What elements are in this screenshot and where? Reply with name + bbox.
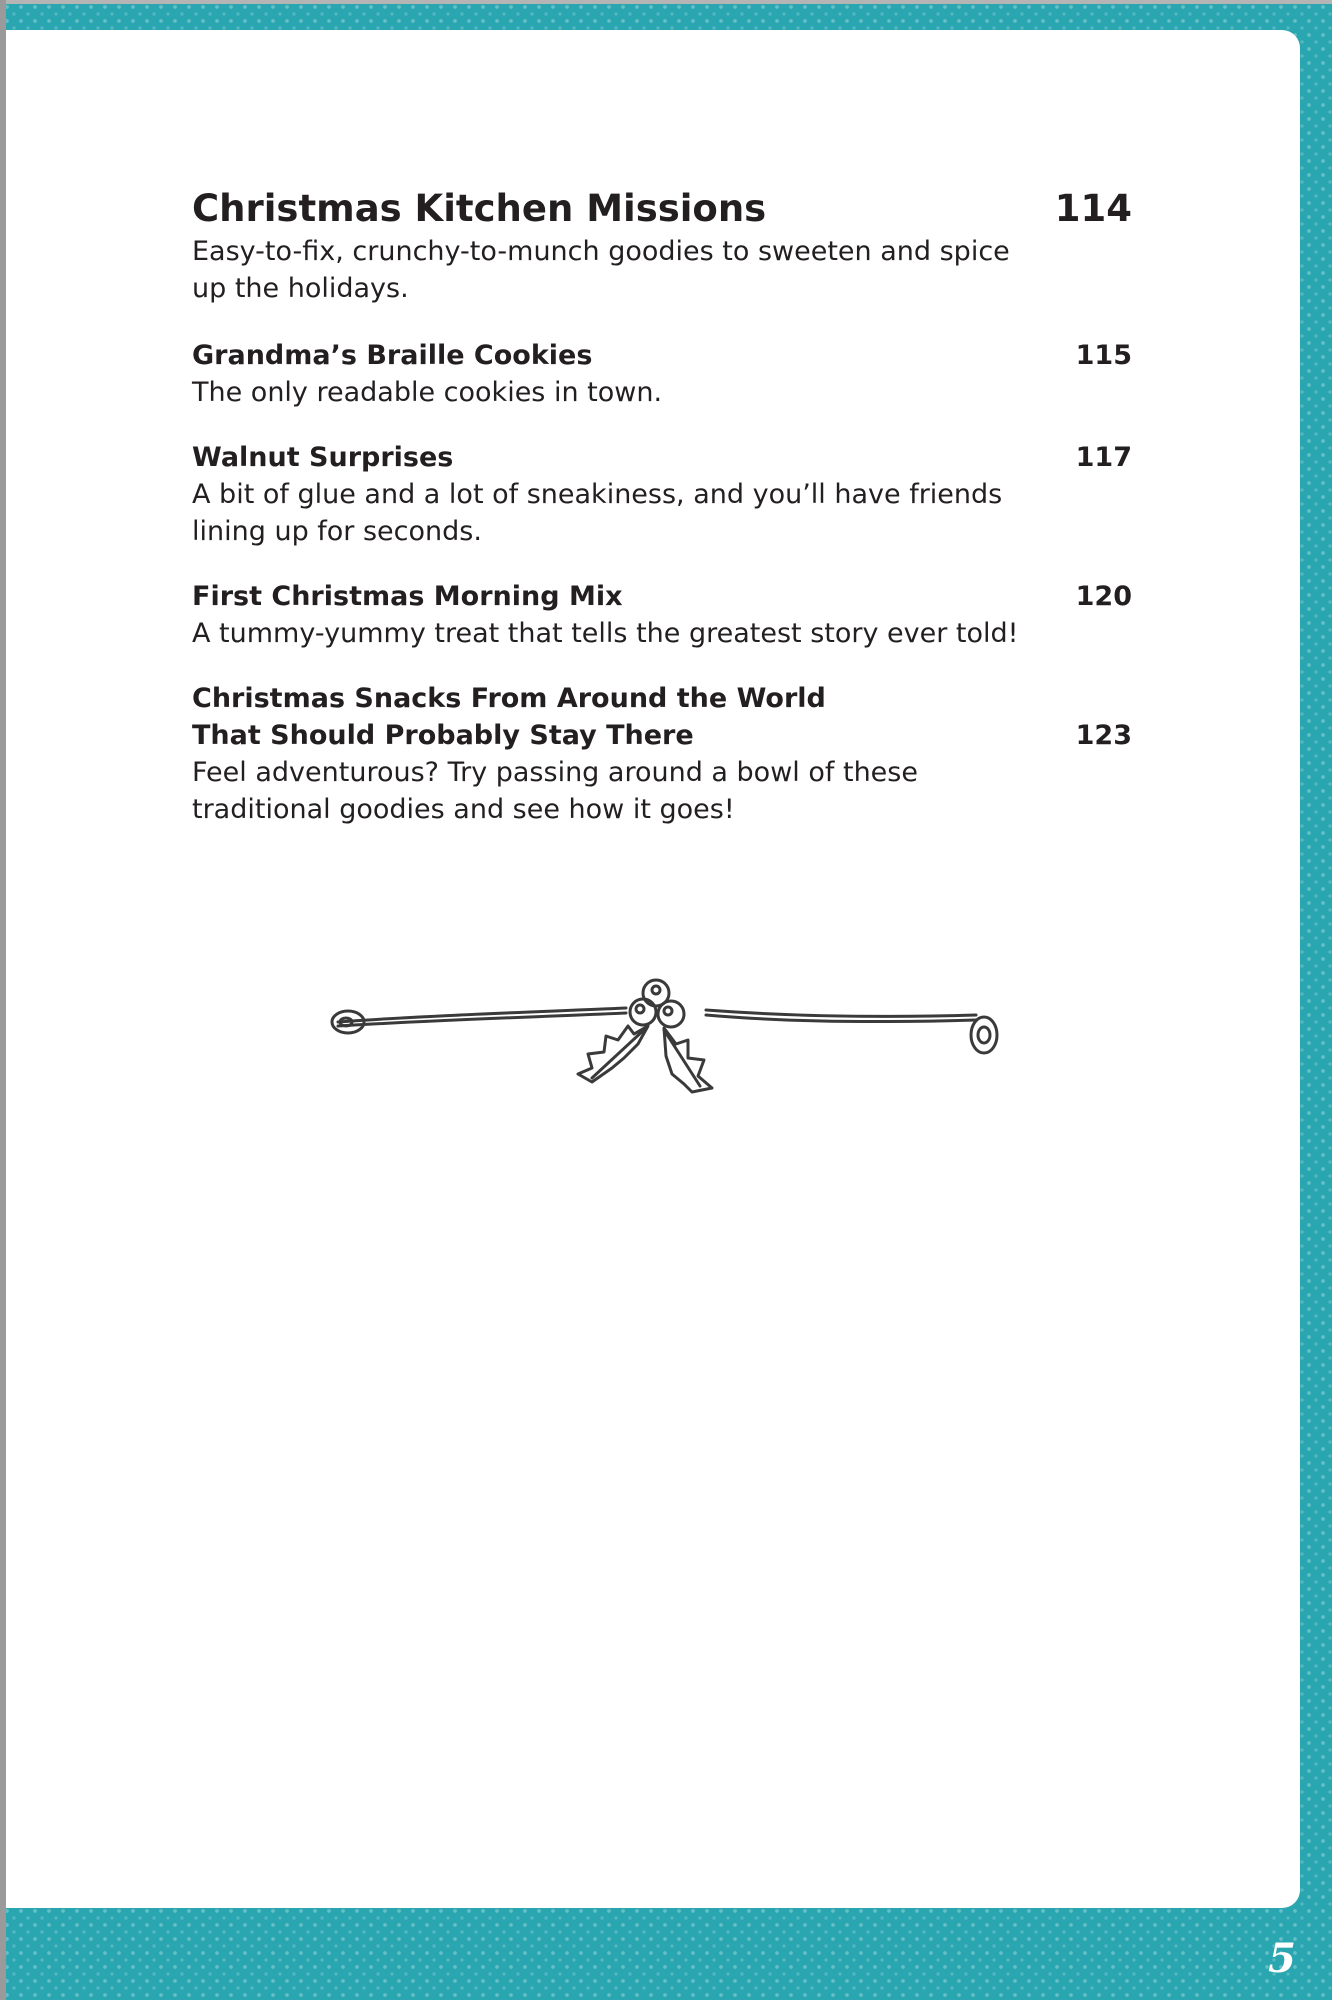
toc-entry-desc: A bit of glue and a lot of sneakiness, and you’ll have friends lining up for seconds. xyxy=(192,479,1003,547)
toc-entry-title: Grandma’s Braille Cookies xyxy=(192,340,593,371)
toc-entry-page: 117 xyxy=(1075,442,1132,473)
toc-entry-title: First Christmas Morning Mix xyxy=(192,581,623,612)
toc-section-entry[interactable] xyxy=(192,185,1132,307)
toc-entry[interactable] xyxy=(192,337,1132,411)
toc-entry-desc: A tummy-yummy treat that tells the greatest story ever told! xyxy=(192,618,1019,649)
toc-entry-desc: Easy-to-fix, crunchy-to-munch goodies to sweeten and spice up the holidays. xyxy=(192,236,1010,304)
scan-edge-top xyxy=(0,0,1332,4)
toc-entry-title: Walnut Surprises xyxy=(192,442,454,473)
table-of-contents xyxy=(192,185,1132,856)
toc-entry-title-line1: Christmas Snacks From Around the World xyxy=(192,683,826,714)
toc-entry[interactable] xyxy=(192,578,1132,652)
toc-entry-page: 120 xyxy=(1075,581,1132,612)
toc-entry-page: 115 xyxy=(1075,340,1132,371)
toc-entry-page: 114 xyxy=(1054,187,1132,230)
toc-entry-title: Christmas Kitchen Missions xyxy=(192,187,767,230)
toc-entry-page: 123 xyxy=(1075,720,1132,751)
toc-entry[interactable] xyxy=(192,680,1132,828)
page-sheet xyxy=(6,30,1300,1908)
toc-entry[interactable] xyxy=(192,439,1132,550)
page-number: 5 xyxy=(1268,1935,1296,1982)
toc-entry-desc: The only readable cookies in town. xyxy=(192,377,663,408)
holly-icon xyxy=(316,960,1016,1120)
toc-entry-title-line2: That Should Probably Stay There xyxy=(192,720,694,751)
toc-entry-desc: Feel adventurous? Try passing around a bowl of these traditional goodies and see how it goes! xyxy=(192,757,918,825)
